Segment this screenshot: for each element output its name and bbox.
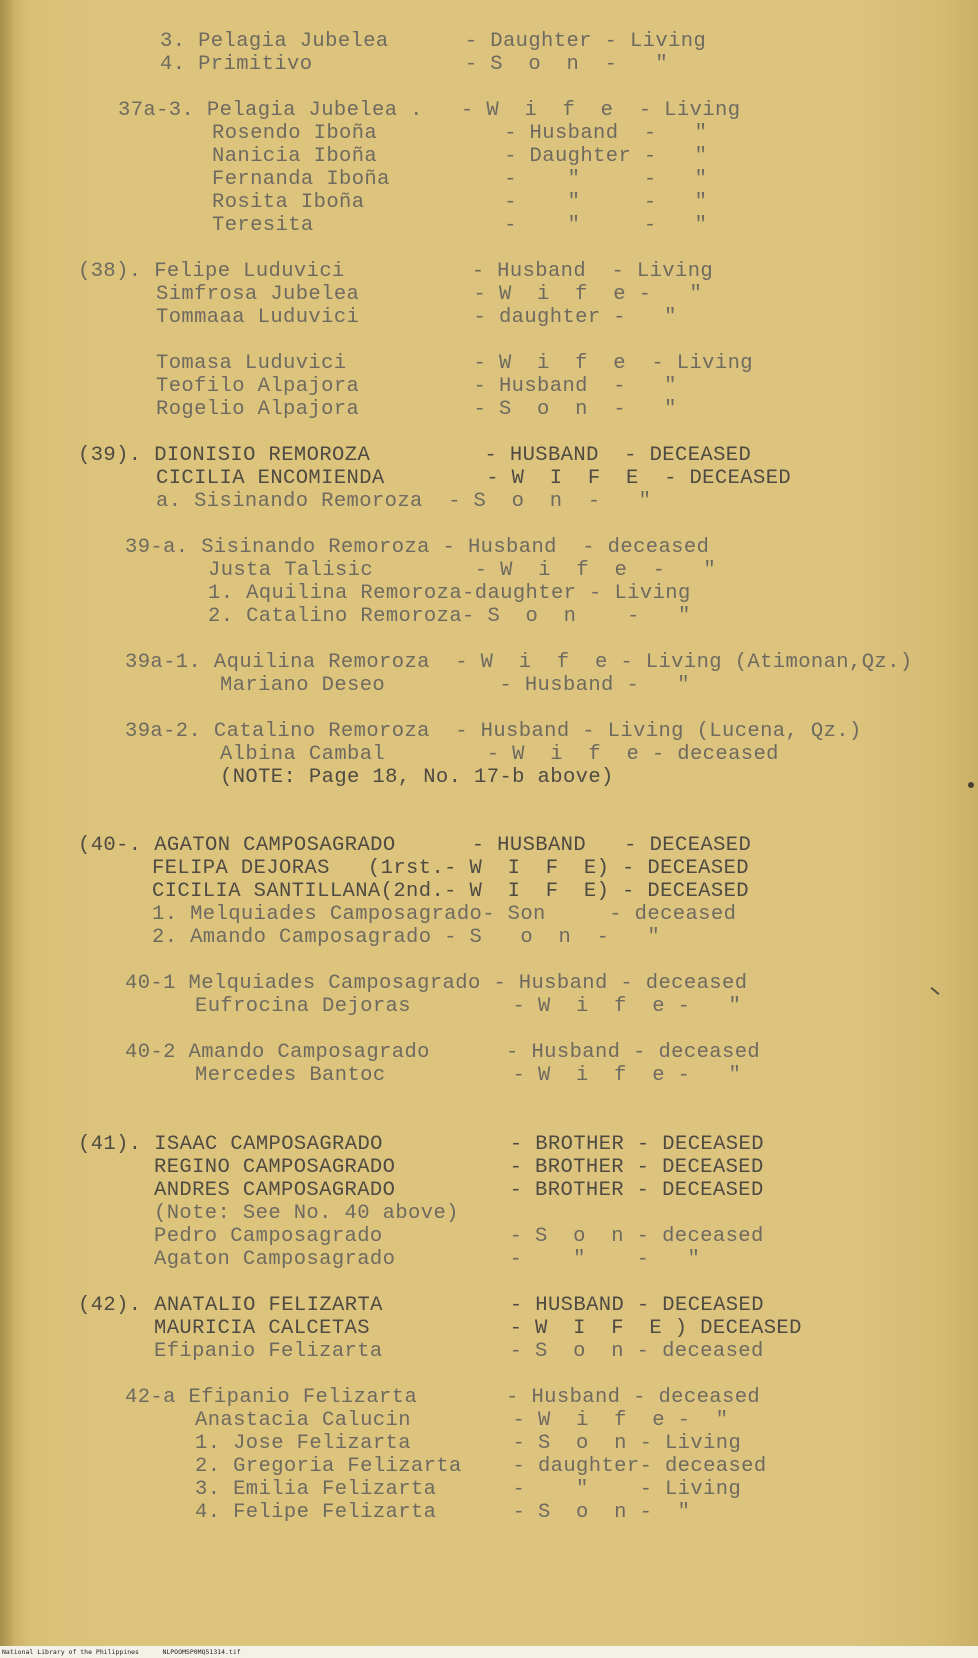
typed-line: Rogelio Alpajora - S o n - " [156,398,677,421]
typed-line: Rosita Iboña - " - " [212,191,708,214]
scan-footer: National Library of the Philippines NLPOOMSP0MQ51314.tif [0,1646,978,1658]
typed-line: 2. Gregoria Felizarta - daughter- deceased [195,1455,767,1478]
typed-line: 39-a. Sisinando Remoroza - Husband - deceased [125,536,710,559]
typed-line: Teresita - " - " [212,214,708,237]
typed-line: Rosendo Iboña - Husband - " [212,122,708,145]
typed-line: Eufrocina Dejoras - W i f e - " [195,995,742,1018]
ink-tick-mark [931,987,940,995]
typed-line: Tommaaa Luduvici - daughter - " [156,306,677,329]
typed-line: CICILIA SANTILLANA(2nd.- W I F E) - DECEASED [152,880,749,903]
typed-line: REGINO CAMPOSAGRADO - BROTHER - DECEASED [154,1156,764,1179]
typed-line: 1. Melquiades Camposagrado- Son - deceased [152,903,737,926]
typed-line: 37a-3. Pelagia Jubelea . - W i f e - Living [118,99,741,122]
typed-line: Efipanio Felizarta - S o n - deceased [154,1340,764,1363]
typed-line: CICILIA ENCOMIENDA - W I F E - DECEASED [156,467,792,490]
typed-line: Agaton Camposagrado - " - " [154,1248,701,1271]
typed-line: Mercedes Bantoc - W i f e - " [195,1064,742,1087]
typed-line: 39a-1. Aquilina Remoroza - W i f e - Living (Atimonan,Qz.) [125,651,913,674]
page-spine-shadow [0,0,14,1658]
typed-line: (41). ISAAC CAMPOSAGRADO - BROTHER - DECEASED [78,1133,764,1156]
typed-line: Simfrosa Jubelea - W i f e - " [156,283,703,306]
typed-line: 40-1 Melquiades Camposagrado - Husband - deceased [125,972,748,995]
typed-line: ANDRES CAMPOSAGRADO - BROTHER - DECEASED [154,1179,764,1202]
typed-line: Albina Cambal - W i f e - deceased [220,743,779,766]
typed-line: 2. Amando Camposagrado - S o n - " [152,926,661,949]
typed-line: MAURICIA CALCETAS - W I F E ) DECEASED [154,1317,802,1340]
typed-line: 42-a Efipanio Felizarta - Husband - deceased [125,1386,761,1409]
typed-line: 39a-2. Catalino Remoroza - Husband - Living (Lucena, Qz.) [125,720,862,743]
typed-line: 3. Pelagia Jubelea - Daughter - Living [160,30,707,53]
typed-line: Mariano Deseo - Husband - " [220,674,690,697]
typed-line: a. Sisinando Remoroza - S o n - " [156,490,652,513]
typed-line: (NOTE: Page 18, No. 17-b above) [220,766,614,789]
typed-line: (Note: See No. 40 above) [154,1202,459,1225]
typed-line: Teofilo Alpajora - Husband - " [156,375,677,398]
typed-line: FELIPA DEJORAS (1rst.- W I F E) - DECEASED [152,857,749,880]
typed-line: (39). DIONISIO REMOROZA - HUSBAND - DECEASED [78,444,752,467]
typed-line: (42). ANATALIO FELIZARTA - HUSBAND - DECEASED [78,1294,764,1317]
typed-line: 3. Emilia Felizarta - " - Living [195,1478,742,1501]
typed-line: 40-2 Amando Camposagrado - Husband - deceased [125,1041,761,1064]
typed-line: Nanicia Iboña - Daughter - " [212,145,708,168]
typed-line: Tomasa Luduvici - W i f e - Living [156,352,753,375]
typed-line: 2. Catalino Remoroza- S o n - " [208,605,691,628]
typed-line: Fernanda Iboña - " - " [212,168,708,191]
typed-line: Pedro Camposagrado - S o n - deceased [154,1225,764,1248]
typed-line: (40-. AGATON CAMPOSAGRADO - HUSBAND - DECEASED [78,834,752,857]
typed-line: Anastacia Calucin - W i f e - " [195,1409,729,1432]
typed-line: (38). Felipe Luduvici - Husband - Living [78,260,714,283]
typed-line: Justa Talisic - W i f e - " [208,559,717,582]
typed-line: 4. Primitivo - S o n - " [160,53,669,76]
ink-dot-mark [968,782,974,788]
typed-line: 1. Aquilina Remoroza-daughter - Living [208,582,691,605]
typed-line: 1. Jose Felizarta - S o n - Living [195,1432,742,1455]
typed-line: 4. Felipe Felizarta - S o n - " [195,1501,691,1524]
